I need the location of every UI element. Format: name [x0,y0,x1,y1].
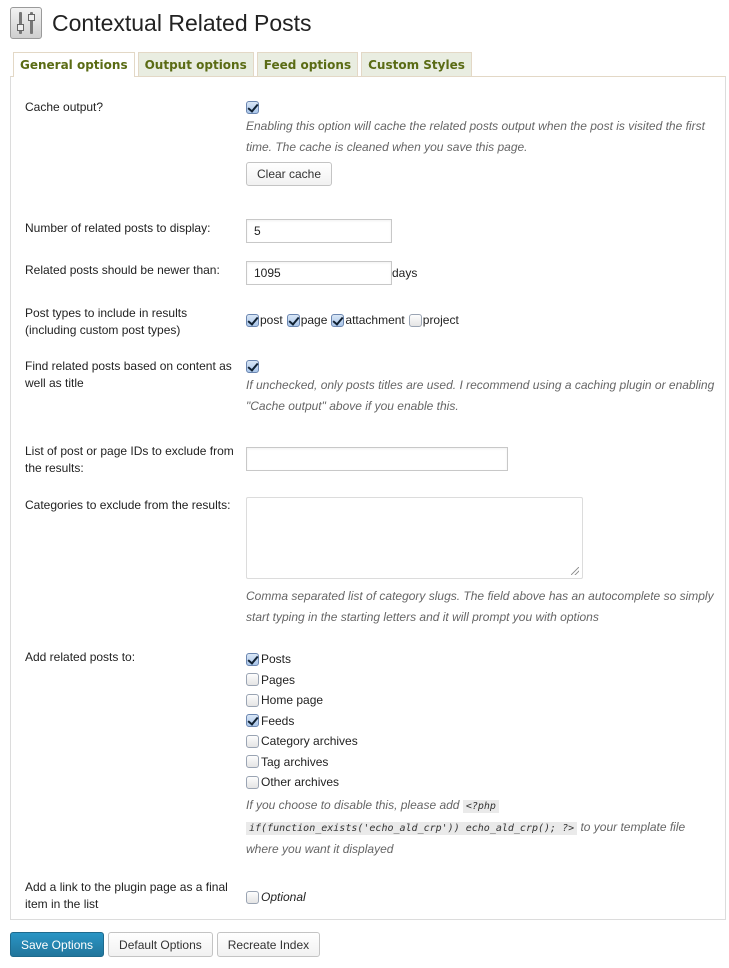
add-to-feeds[interactable]: Feeds [246,711,716,732]
add-to-pages-checkbox[interactable] [246,673,259,686]
tab-custom-styles[interactable]: Custom Styles [361,52,472,76]
form-actions [10,932,320,957]
page-title: Contextual Related Posts [52,9,312,36]
add-to-home-page-checkbox[interactable] [246,694,259,707]
newer-than-label: Related posts should be newer than: [25,263,220,277]
post-type-attachment[interactable]: attachment [331,313,404,327]
add-to-posts-checkbox[interactable] [246,653,259,666]
post-types-options [246,313,716,327]
link-plugin-label: Add a link to the plugin page as a final item in the list [25,880,228,911]
newer-than-suffix: days [392,266,418,280]
exclude-ids-input[interactable] [246,447,508,471]
add-to-other-archives[interactable]: Other archives [246,772,716,793]
tab-output-options[interactable]: Output options [138,52,254,76]
add-to-pages[interactable]: Pages [246,670,716,691]
resize-grip-icon[interactable] [571,567,579,575]
exclude-categories-textarea[interactable] [246,497,583,579]
recreate-index-button[interactable]: Recreate Index [217,932,320,957]
clear-cache-button[interactable]: Clear cache [246,162,332,186]
newer-than-input[interactable]: 1095 [246,261,392,285]
add-to-category-archives[interactable]: Category archives [246,731,716,752]
exclude-categories-description: Comma separated list of category slugs. The field above has an autocomplete so simply start typing in the starting letters and it will prompt you with options [246,589,714,624]
num-posts-label: Number of related posts to display: [25,221,211,235]
cache-output-label: Cache output? [25,100,104,114]
post-type-project[interactable]: project [409,313,459,327]
add-to-category-archives-checkbox[interactable] [246,735,259,748]
cache-output-checkbox[interactable] [246,101,259,114]
post-type-page[interactable]: page [287,313,328,327]
post-type-project-checkbox[interactable] [409,314,422,327]
default-options-button[interactable]: Default Options [108,932,213,957]
post-type-post[interactable]: post [246,313,283,327]
cache-output-description: Enabling this option will cache the related posts output when the post is visited the first time. The cache is cleaned when you save this page. [246,118,705,154]
post-type-attachment-checkbox[interactable] [331,314,344,327]
post-type-page-checkbox[interactable] [287,314,300,327]
match-content-checkbox[interactable] [246,360,259,373]
post-type-post-checkbox[interactable] [246,314,259,327]
settings-tabs [13,52,475,77]
match-content-description: If unchecked, only posts titles are used. I recommend using a caching plugin or enabling "Cache output" above if you enable this. [246,377,715,413]
general-options-panel [10,76,726,920]
add-to-posts[interactable]: Posts [246,649,716,670]
exclude-ids-label: List of post or page IDs to exclude from the results: [25,444,234,475]
add-to-other-archives-checkbox[interactable] [246,776,259,789]
num-posts-input[interactable]: 5 [246,219,392,243]
tab-feed-options[interactable]: Feed options [257,52,358,76]
add-to-tag-archives-checkbox[interactable] [246,755,259,768]
match-content-label: Find related posts based on content as well as title [25,359,232,390]
post-types-label: Post types to include in results (including custom post types) [25,306,188,337]
code-snippet-open: <?php [463,800,499,813]
exclude-categories-label: Categories to exclude from the results: [25,498,231,512]
add-to-tag-archives[interactable]: Tag archives [246,752,716,773]
save-options-button[interactable]: Save Options [10,932,104,957]
sliders-icon [10,7,42,39]
add-to-home-page[interactable]: Home page [246,690,716,711]
add-to-label: Add related posts to: [25,650,136,664]
add-to-description: If you choose to disable this, please add <?php if(function_exists('echo_ald_crp')) echo_ald_crp(); ?> to your template file where you want it displayed [246,797,686,856]
code-snippet-call: if(function_exists('echo_ald_crp')) echo_ald_crp(); ?> [246,822,577,835]
link-plugin-option[interactable]: Optional [246,887,716,908]
tab-general-options[interactable]: General options [13,52,135,77]
add-to-feeds-checkbox[interactable] [246,714,259,727]
page-header [10,6,312,40]
link-plugin-checkbox[interactable] [246,891,259,904]
